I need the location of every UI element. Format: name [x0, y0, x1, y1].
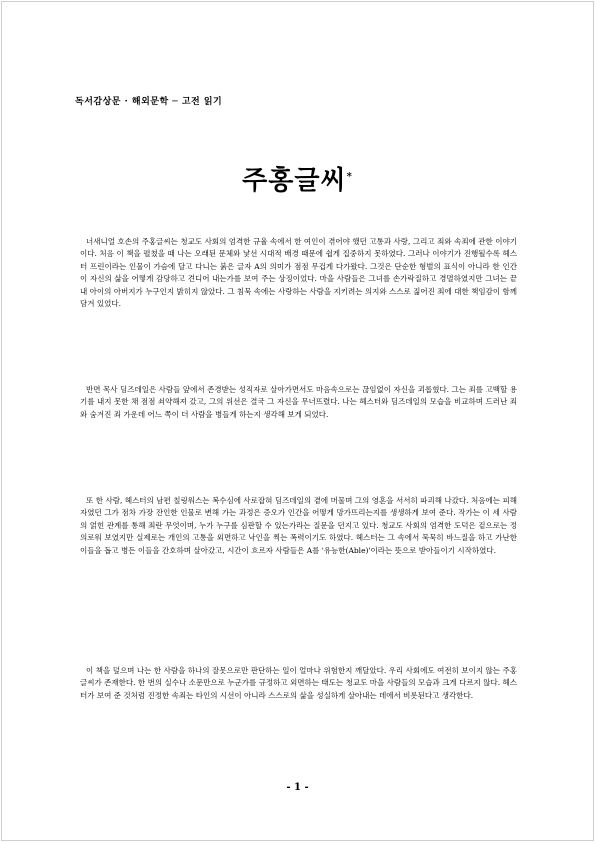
header-label: 독서감상문 · 해외문학 ─ 고전 읽기: [75, 97, 223, 107]
title-footnote-mark: *: [346, 171, 353, 183]
body-paragraph-3: 또 한 사람, 헤스터의 남편 칠링워스는 복수심에 사로잡혀 딤즈데일의 곁에 머물며 그의 영혼을 서서히 파괴해 나갔다. 처음에는 피해자였던 그가 점차 가장 잔인한 인물로 변해 가는 과정은 증오가 인간을 어떻게 망가뜨리는지를 생생하게 보여 준다. 작가는 이 세 사람의 얽힌 관계를 통해 죄란 무엇이며, 누가 누구를 심판할 수 있는가라는 질문을 던지고 있다. 청교도 사회의 엄격한 도덕은 겉으로는 정의로워 보였지만 실제로는 개인의 고통을 외면하고 낙인을 찍는 폭력이기도 하였다. 헤스터는 그 속에서 묵묵히 바느질을 하고 가난한 이들을 돕고 병든 이들을 간호하며 살아갔고, 시간이 흐르자 사람들은 A를 '유능한(Able)'이라는 뜻으로 받아들이기 시작하였다.: [80, 495, 517, 555]
title-text: 주홍글씨: [242, 166, 347, 196]
body-paragraph-2: 반면 목사 딤즈데일은 사람들 앞에서 존경받는 성직자로 살아가면서도 마음속으로는 끊임없이 자신을 괴롭혔다. 그는 죄를 고백할 용기를 내지 못한 채 점점 쇠약해져 갔고, 그의 위선은 결국 그 자신을 무너뜨렸다. 나는 헤스터와 딤즈데일의 모습을 비교하며 드러난 죄와 숨겨진 죄 가운데 어느 쪽이 더 사람을 병들게 하는지 생각해 보게 되었다.: [80, 384, 517, 419]
body-paragraph-1: 너새니얼 호손의 주홍글씨는 청교도 사회의 엄격한 규율 속에서 한 여인이 겪어야 했던 고통과 사랑, 그리고 죄와 속죄에 관한 이야기이다. 처음 이 책을 펼쳤을 때 나는 오래된 문체와 낯선 시대적 배경 때문에 쉽게 집중하지 못하였다. 그러나 이야기가 진행될수록 헤스터 프린이라는 인물이 가슴에 달고 다니는 붉은 글자 A의 의미가 점점 무겁게 다가왔다. 그것은 단순한 형벌의 표식이 아니라 한 인간이 자신의 삶을 어떻게 감당하고 견디어 내는가를 보여 주는 상징이었다. 마을 사람들은 그녀를 손가락질하고 경멸하였지만 그녀는 끝내 아이의 아버지가 누구인지 밝히지 않았다. 그 침묵 속에는 사랑하는 사람을 지키려는 의지와 스스로 짊어진 죄에 대한 책임감이 함께 담겨 있었다.: [80, 236, 517, 309]
document-title: [0, 160, 595, 197]
body-paragraph-4: 이 책을 덮으며 나는 한 사람을 하나의 잘못으로만 판단하는 일이 얼마나 위험한지 깨달았다. 우리 사회에도 여전히 보이지 않는 주홍글씨가 존재한다. 한 번의 실수나 소문만으로 누군가를 규정하고 외면하는 태도는 청교도 마을 사람들의 모습과 크게 다르지 않다. 헤스터가 보여 준 것처럼 진정한 속죄는 타인의 시선이 아니라 스스로의 삶을 성실하게 살아내는 데에서 비롯된다고 생각한다.: [80, 665, 517, 700]
page-number: - 1 -: [286, 782, 309, 793]
